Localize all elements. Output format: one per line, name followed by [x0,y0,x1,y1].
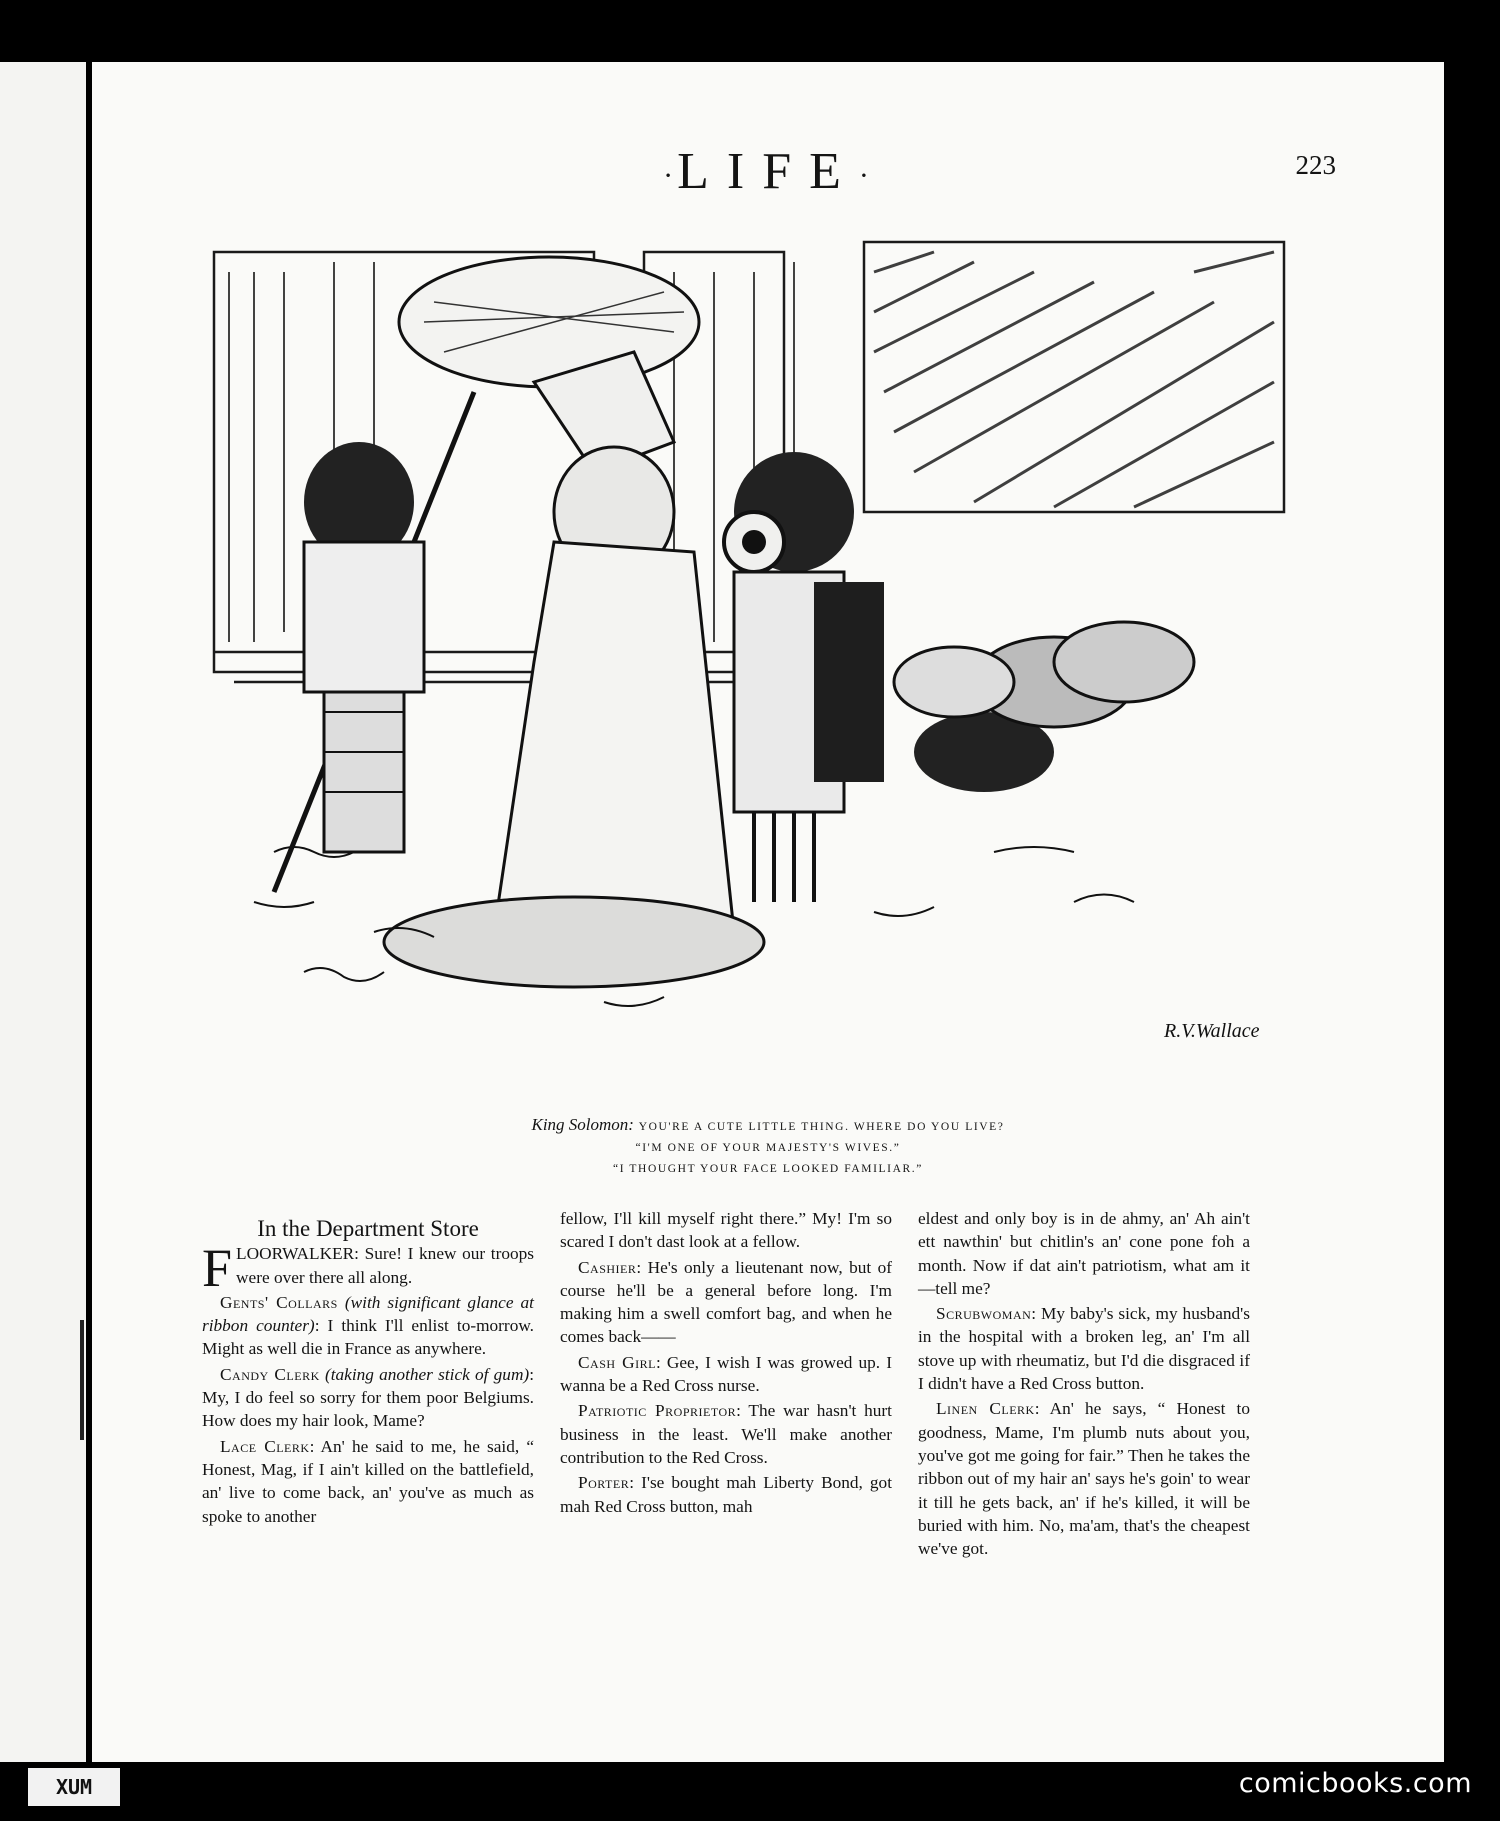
paragraph-text: : I think I'll enlist to-morrow. Might as well die in France as anywhere. [202,1316,535,1359]
paragraph-continued: fellow, I'll kill myself right there.” My! I'm so scared I don't dast look at a fellow. [560,1209,892,1252]
paragraph-continued: eldest and only boy is in de ahmy, an' Ah ain't ett nawthin' but chitlin's an' cone pone foh a month. Now if dat ain't patriotism, what am it—tell me? [918,1209,1250,1298]
paragraph-text: : My baby's sick, my husband's in the hospital with a broken leg, an' I'm all stove up with rheumatiz, but I'd die disgraced if I didn't have a Red Cross button. [918,1304,1250,1394]
paragraph-text: : The war hasn't hurt business in the least. We'll make another contribution to the Red Cross. [560,1401,892,1467]
paragraph-text: : Gee, I wish I was growed up. I wanna be a Red Cross nurse. [560,1352,892,1396]
speaker-linen-clerk: Linen Clerk [936,1399,1035,1419]
paragraph-text: : An' he says, “ Honest to goodness, Mame, I'm plumb nuts about you, you've got me going for fair.” Then he takes the ribbon out of my hair an' says he's goin' to wear it till he gets back, an' if he's killed, it will be buried with him. No, ma'am, that's the cheapest we've got. [918,1399,1250,1559]
masthead: ·LIFE· [663,143,873,200]
paragraph-cashier [560,1256,892,1349]
masthead-title: LIFE [677,143,859,200]
magazine-page [92,62,1444,1762]
site-watermark: comicbooks.com [1238,1768,1472,1799]
speaker-cash-girl: Cash Girl [578,1352,656,1372]
paragraph-floorwalker [202,1238,534,1299]
drop-cap: F [202,1238,233,1299]
caption-line-1: YOU'RE A CUTE LITTLE THING. WHERE DO YOU LIVE? [638,1121,1005,1133]
archive-corner-label: XUM [28,1768,120,1806]
binding-shadow [80,1320,84,1440]
speaker-candy-clerk: Candy Clerk [220,1364,320,1384]
caption-line-3: “I THOUGHT YOUR FACE LOOKED FAMILIAR.” [613,1163,923,1175]
paragraph-scrubwoman [918,1302,1250,1395]
paragraph-cash-girl [560,1351,892,1398]
paragraph-text: : Sure! I knew our troops were over there all along. [236,1244,534,1287]
speaker-gents-collars: Gents' Collars [220,1292,338,1312]
paragraph-porter [560,1471,892,1518]
stage-direction: (taking another stick of gum) [324,1364,530,1384]
cartoon-caption [92,1114,1444,1180]
paragraph-text: : My, I do feel so sorry for them poor Belgiums. How does my hair look, Mame? [202,1364,534,1431]
page-number: 223 [1295,150,1336,180]
paragraph-patriotic-proprietor [560,1399,892,1469]
caption-speaker: King Solomon: [531,1115,634,1134]
paragraph-linen-clerk [918,1397,1250,1560]
speaker-cashier: Cashier [578,1257,637,1277]
speaker-patriotic-proprietor: Patriotic Proprietor [578,1401,737,1421]
article-column-3 [918,1207,1250,1560]
cartoon-illustration [174,212,1304,1092]
artist-signature: R.V.Wallace [1164,1020,1260,1042]
paragraph-lace-clerk [202,1435,534,1528]
speaker-floorwalker: LOORWALKER [236,1244,355,1264]
paragraph-candy-clerk [202,1363,534,1433]
paragraph-gents-collars [202,1291,534,1361]
paragraph-text: : He's only a lieutenant now, but of course he'll be a general before long. I'm making him a swell comfort bag, and when he comes back—— [560,1257,892,1347]
caption-line-2: “I'M ONE OF YOUR MAJESTY'S WIVES.” [635,1142,901,1154]
speaker-lace-clerk: Lace Clerk [220,1436,310,1456]
stage-direction: (with significant glance at ribbon counter) [202,1292,534,1336]
article-title: In the Department Store [257,1216,479,1241]
speaker-porter: Porter [578,1473,630,1493]
paragraph-text: : An' he said to me, he said, “ Honest, Mag, if I ain't killed on the battlefield, an' live to come back, an' you've as much as spoke to another [202,1436,534,1526]
speaker-scrubwoman: Scrubwoman [936,1304,1032,1324]
paragraph-text: : I'se bought mah Liberty Bond, got mah Red Cross button, mah [560,1473,892,1516]
article-column-2 [560,1207,892,1518]
article-column-1 [202,1207,534,1528]
facing-page-edge [0,62,86,1762]
